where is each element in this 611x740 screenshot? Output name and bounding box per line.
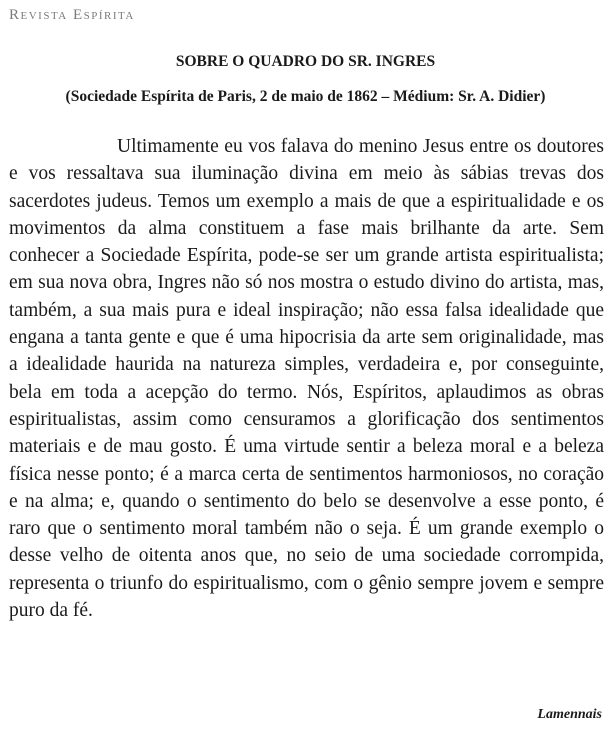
- running-header: Revista Espírita: [9, 7, 135, 23]
- article-body: Ultimamente eu vos falava do menino Jesus entre os doutores e vos ressaltava sua iluminação divina em meio às sábias trevas dos sacerdotes judeus. Temos um exemplo a mais de que a espiritualidade e os movimentos da alma constituem a fase mais brilhante da arte. Sem conhecer a Sociedade Espírita, pode-se ser um grande artista espiritualista; em sua nova obra, Ingres não só nos mostra o estudo divino do artista, mas, também, a sua mais pura e ideal inspiração; não essa falsa idealidade que engana a tanta gente e que é uma hipocrisia da arte sem originalidade, mas a idealidade haurida na natureza simples, verdadeira e, por conseguinte, bela em toda a acepção do termo. Nós, Espíritos, aplaudimos as obras espiritualistas, assim como censuramos a glorificação dos sentimentos materiais e de mau gosto. É uma virtude sentir a beleza moral e a beleza física nesse ponto; é a marca certa de sentimentos harmoniosos, no coração e na alma; e, quando o sentimento do belo se desenvolve a esse ponto, é raro que o sentimento moral também não o seja. É um grande exemplo o desse velho de oitenta anos que, no seio de uma sociedade corrompida, representa o triunfo do espiritualismo, com o gênio sempre jovem e sempre puro da fé.: [9, 136, 604, 622]
- article-title: SOBRE O QUADRO DO SR. INGRES: [175, 53, 436, 70]
- article-subtitle: (Sociedade Espírita de Paris, 2 de maio de 1862 – Médium: Sr. A. Didier): [65, 88, 546, 105]
- author-signature: Lamennais: [537, 707, 602, 722]
